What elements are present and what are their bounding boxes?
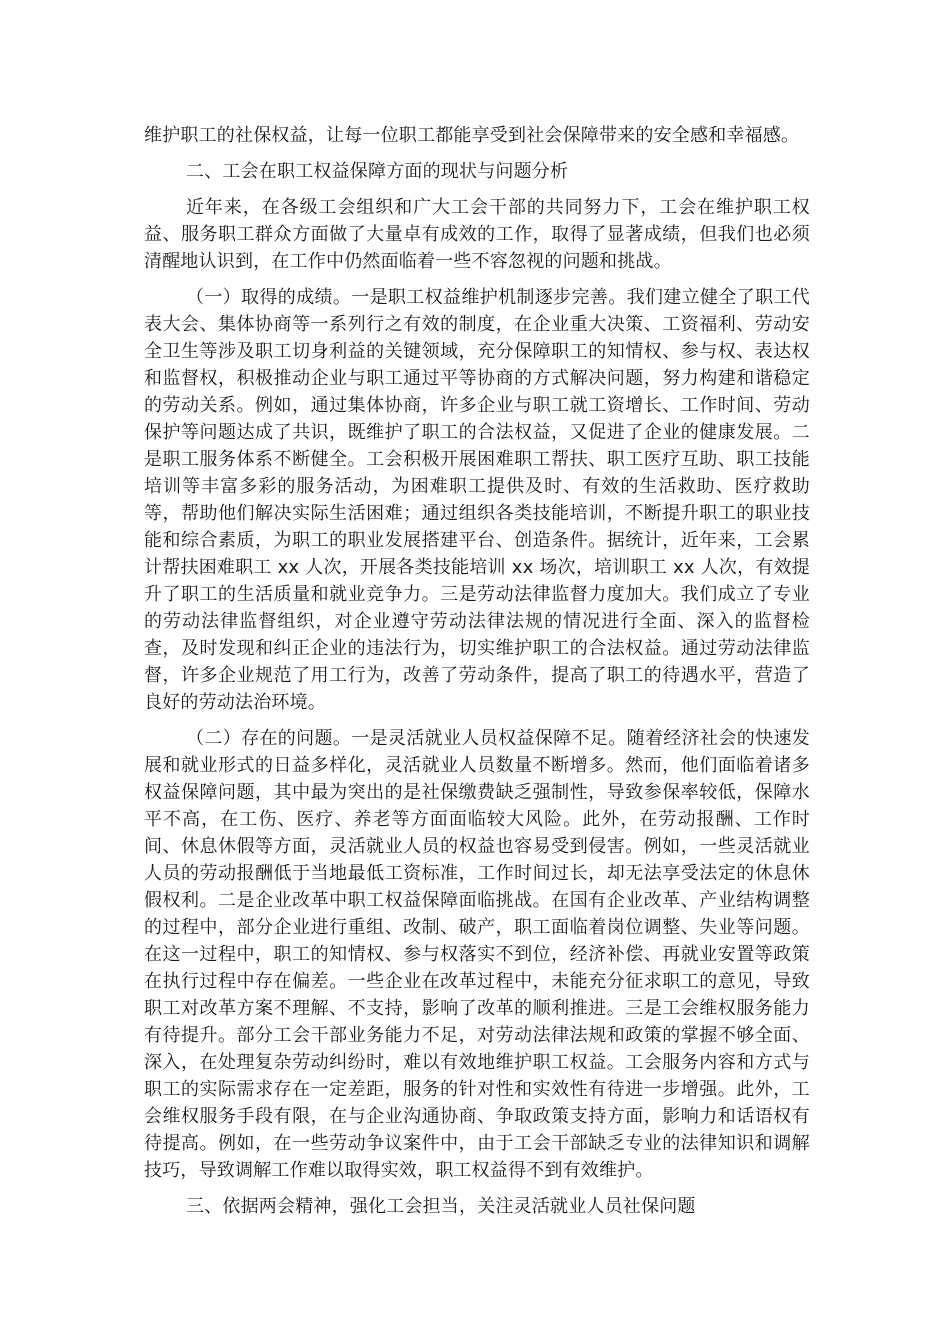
- paragraph-intro-tail: 维护职工的社保权益，让每一位职工都能享受到社会保障带来的安全感和幸福感。: [144, 125, 800, 146]
- section-heading-3: 三、依据两会精神，强化工会担当，关注灵活就业人员社保问题: [186, 1196, 696, 1217]
- document-page: [144, 122, 810, 1220]
- paragraph-achievements: （一）取得的成绩。一是职工权益维护机制逐步完善。我们建立健全了职工代表大会、集体协商等一系列行之有效的制度，在企业重大决策、工资福利、劳动安全卫生等涉及职工切身利益的关键领域，充分保障职工的知情权、参与权、表达权和监督权，积极推动企业与职工通过平等协商的方式解决问题，努力构建和谐稳定的劳动关系。例如，通过集体协商，许多企业与职工就工资增长、工作时间、劳动保护等问题达成了共识，既维护了职工的合法权益，又促进了企业的健康发展。二是职工服务体系不断健全。工会积极开展困难职工帮扶、职工医疗互助、职工技能培训等丰富多彩的服务活动，为困难职工提供及时、有效的生活救助、医疗救助等，帮助他们解决实际生活困难；通过组织各类技能培训，不断提升职工的职业技能和综合素质，为职工的职业发展搭建平台、创造条件。据统计，近年来，工会累计帮扶困难职工 xx 人次，开展各类技能培训 xx 场次，培训职工 xx 人次，有效提升了职工的生活质量和就业竞争力。三是劳动法律监督力度加大。我们成立了专业的劳动法律监督组织，对企业遵守劳动法律法规的情况进行全面、深入的监督检查，及时发现和纠正企业的违法行为，切实维护职工的合法权益。通过劳动法律监督，许多企业规范了用工行为，改善了劳动条件，提高了职工的待遇水平，营造了良好的劳动法治环境。: [144, 287, 810, 713]
- paragraph-problems: （二）存在的问题。一是灵活就业人员权益保障不足。随着经济社会的快速发展和就业形式的日益多样化，灵活就业人员数量不断增多。然而，他们面临着诸多权益保障问题，其中最为突出的是社保缴费缺乏强制性，导致参保率较低，保障水平不高，在工伤、医疗、养老等方面面临较大风险。此外，在劳动报酬、工作时间、休息休假等方面，灵活就业人员的权益也容易受到侵害。例如，一些灵活就业人员的劳动报酬低于当地最低工资标准，工作时间过长，却无法享受法定的休息休假权利。二是企业改革中职工权益保障面临挑战。在国有企业改革、产业结构调整的过程中，部分企业进行重组、改制、破产，职工面临着岗位调整、失业等问题。在这一过程中，职工的知情权、参与权落实不到位，经济补偿、再就业安置等政策在执行过程中存在偏差。一些企业在改革过程中，未能充分征求职工的意见，导致职工对改革方案不理解、不支持，影响了改革的顺利推进。三是工会维权服务能力有待提升。部分工会干部业务能力不足，对劳动法律法规和政策的掌握不够全面、深入，在处理复杂劳动纠纷时，难以有效地维护职工权益。工会服务内容和方式与职工的实际需求存在一定差距，服务的针对性和实效性有待进一步增强。此外，工会维权服务手段有限，在与企业沟通协商、争取政策支持方面，影响力和话语权有待提高。例如，在一些劳动争议案件中，由于工会干部缺乏专业的法律知识和调解技巧，导致调解工作难以取得实效，职工权益得不到有效维护。: [144, 728, 810, 1181]
- paragraph-overview: 近年来，在各级工会组织和广大工会干部的共同努力下，工会在维护职工权益、服务职工群众方面做了大量卓有成效的工作，取得了显著成绩，但我们也必须清醒地认识到，在工作中仍然面临着一些不容忽视的问题和挑战。: [144, 197, 810, 272]
- section-heading-2: 二、工会在职工权益保障方面的现状与问题分析: [186, 161, 569, 182]
